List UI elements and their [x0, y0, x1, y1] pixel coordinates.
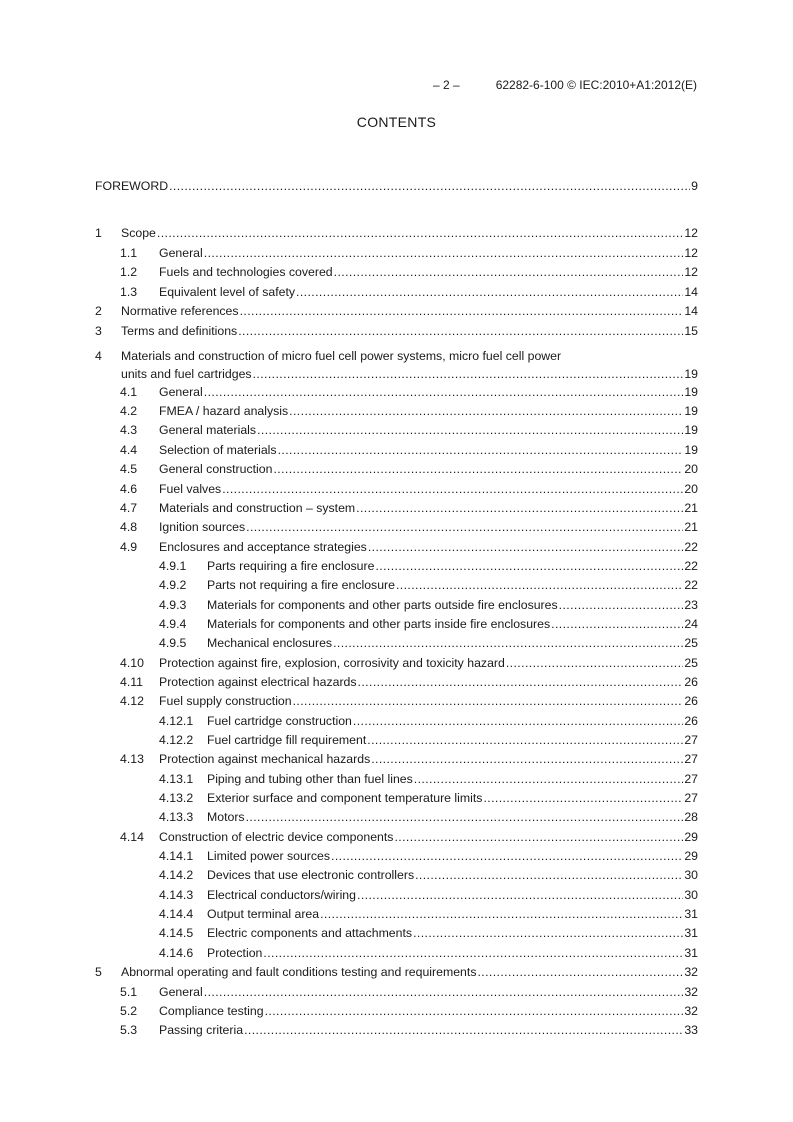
toc-entry-page: 19 — [684, 404, 698, 418]
dot-leader — [413, 924, 683, 942]
document-id: 62282-6-100 © IEC:2010+A1:2012(E) — [495, 78, 697, 92]
toc-entry-title: Fuels and technologies covered — [159, 265, 333, 279]
toc-entry-page: 32 — [684, 985, 698, 999]
toc-entry-number: 4.9.3 — [159, 598, 187, 612]
dot-leader — [157, 224, 683, 242]
toc-entry-line — [207, 808, 698, 826]
toc-entry-title: Piping and tubing other than fuel lines — [207, 772, 413, 786]
toc-entry-page: 21 — [684, 520, 698, 534]
toc-entry[interactable] — [95, 847, 698, 865]
toc-entry-number: 4.5 — [120, 462, 138, 476]
dot-leader — [477, 963, 683, 981]
toc-entry-line — [121, 224, 698, 242]
toc-entry-title: Abnormal operating and fault conditions testing and requirements — [121, 965, 477, 979]
toc-entry-line — [207, 576, 698, 594]
toc-entry-page: 28 — [684, 810, 698, 824]
toc-entry-page: 31 — [684, 946, 698, 960]
toc-entry-page: 26 — [684, 675, 698, 689]
dot-leader — [265, 1002, 684, 1020]
toc-entry[interactable] — [95, 402, 698, 420]
toc-entry[interactable] — [95, 692, 698, 710]
toc-entry[interactable] — [95, 518, 698, 536]
toc-entry-title: Selection of materials — [159, 443, 277, 457]
dot-leader — [257, 421, 683, 439]
toc-entry[interactable] — [95, 654, 698, 672]
toc-entry-line — [159, 283, 698, 301]
dot-leader — [353, 712, 683, 730]
dot-leader — [238, 322, 683, 340]
toc-entry-number: 4.10 — [120, 656, 144, 670]
dot-leader — [204, 244, 684, 262]
toc-entry-title: Fuel supply construction — [159, 694, 292, 708]
toc-entry-line — [207, 731, 698, 749]
toc-entry-title: Parts requiring a fire enclosure — [207, 559, 375, 573]
toc-entry-title: General — [159, 985, 203, 999]
toc-entry-page: 25 — [684, 636, 698, 650]
toc-entry[interactable] — [95, 712, 698, 730]
toc-entry-number: 4.13.3 — [159, 810, 194, 824]
toc-entry-page: 31 — [684, 907, 698, 921]
page-title: CONTENTS — [356, 114, 437, 130]
toc-entry-page: 33 — [684, 1023, 698, 1037]
toc-entry-line — [159, 673, 698, 691]
toc-entry-number: 4.9.4 — [159, 617, 187, 631]
toc-entry-title: Limited power sources — [207, 849, 331, 863]
toc-entry-title: Devices that use electronic controllers — [207, 868, 415, 882]
toc-entry-title: Normative references — [121, 304, 239, 318]
toc-entry-title: Fuel cartridge construction — [207, 714, 352, 728]
toc-entry-line — [207, 847, 698, 865]
toc-entry-title: Fuel valves — [159, 482, 222, 496]
dot-leader — [551, 615, 683, 633]
toc-entry-page: 9 — [691, 179, 698, 193]
toc-entry-title: General construction — [159, 462, 273, 476]
dot-leader — [559, 596, 684, 614]
toc-entry-line — [207, 634, 698, 652]
toc-entry-page: 22 — [684, 578, 698, 592]
dot-leader — [240, 302, 684, 320]
toc-entry-page: 29 — [684, 849, 698, 863]
toc-entry-page: 19 — [684, 443, 698, 457]
dot-leader — [246, 518, 683, 536]
toc-entry[interactable] — [95, 302, 698, 320]
toc-entry-page: 20 — [684, 482, 698, 496]
toc-entry[interactable] — [95, 538, 698, 556]
toc-entry-title: Protection against mechanical hazards — [159, 752, 371, 766]
toc-entry[interactable] — [95, 1002, 698, 1020]
page-header — [433, 78, 697, 92]
toc-entry-line — [159, 402, 698, 420]
toc-entry-title: Materials and construction – system — [159, 501, 356, 515]
toc-entry-title: Protection against electrical hazards — [159, 675, 357, 689]
toc-entry-page: 30 — [684, 888, 698, 902]
toc-entry[interactable] — [95, 283, 698, 301]
toc-entry-page: 25 — [684, 656, 698, 670]
toc-entry-number: 4.13.1 — [159, 772, 194, 786]
toc-entry-page: 21 — [684, 501, 698, 515]
toc-entry[interactable] — [95, 924, 698, 942]
toc-entry-number: 4.12 — [120, 694, 144, 708]
dot-leader — [483, 789, 683, 807]
toc-entry-number: 4.9.1 — [159, 559, 187, 573]
toc-entry-line — [95, 177, 698, 195]
toc-entry-page: 12 — [684, 265, 698, 279]
dot-leader — [356, 499, 683, 517]
toc-entry-line — [159, 263, 698, 281]
toc-entry[interactable] — [95, 886, 698, 904]
toc-entry-page: 22 — [684, 540, 698, 554]
dot-leader — [358, 673, 684, 691]
toc-entry-number: 4.9 — [120, 540, 138, 554]
toc-entry[interactable] — [95, 499, 698, 517]
toc-entry-page: 31 — [684, 926, 698, 940]
toc-entry-title: Scope — [121, 226, 156, 240]
toc-entry-number: 4.9.5 — [159, 636, 187, 650]
toc-entry-line — [159, 480, 698, 498]
dot-leader — [253, 365, 684, 383]
toc-entry[interactable] — [95, 480, 698, 498]
toc-entry-number: 4.8 — [120, 520, 138, 534]
toc-entry[interactable] — [95, 944, 698, 962]
toc-entry-title: Protection — [207, 946, 263, 960]
dot-leader — [371, 750, 683, 768]
toc-entry-number: 4.14.4 — [159, 907, 194, 921]
toc-entry[interactable] — [95, 828, 698, 846]
dot-leader — [222, 480, 683, 498]
toc-entry-number: 5.1 — [120, 985, 138, 999]
toc-entry-title: Ignition sources — [159, 520, 246, 534]
toc-entry[interactable] — [95, 673, 698, 691]
toc-entry-page: 32 — [684, 965, 698, 979]
dot-leader — [331, 847, 683, 865]
toc-entry-title: Materials for components and other parts inside fire enclosures — [207, 617, 551, 631]
toc-entry-title: Output terminal area — [207, 907, 320, 921]
toc-entry-line — [121, 963, 698, 981]
toc-entry-title: Compliance testing — [159, 1004, 264, 1018]
toc-entry-page: 19 — [684, 423, 698, 437]
toc-entry-number: 2 — [95, 304, 102, 318]
toc-entry-number: 4.14.1 — [159, 849, 194, 863]
toc-entry-title: FMEA / hazard analysis — [159, 404, 289, 418]
toc-entry-title: Enclosures and acceptance strategies — [159, 540, 367, 554]
dot-leader — [375, 557, 683, 575]
toc-entry-page: 14 — [684, 285, 698, 299]
toc-entry-page: 15 — [684, 324, 698, 338]
toc-entry-line — [159, 654, 698, 672]
toc-entry-title: General — [159, 246, 203, 260]
toc-entry-title-line1: Materials and construction of micro fuel cell power systems, micro fuel cell power — [121, 349, 562, 363]
dot-leader — [367, 731, 683, 749]
toc-entry-title: FOREWORD — [95, 179, 169, 193]
toc-entry-title: Electrical conductors/wiring — [207, 888, 356, 902]
toc-entry-number: 4.6 — [120, 482, 138, 496]
toc-entry[interactable] — [95, 1021, 698, 1039]
toc-entry-line — [159, 983, 698, 1001]
toc-entry-page: 27 — [684, 733, 698, 747]
toc-entry-page: 29 — [684, 830, 698, 844]
toc-entry[interactable] — [95, 347, 698, 383]
toc-entry-line — [159, 538, 698, 556]
toc-entry[interactable] — [95, 596, 698, 614]
toc-entry-page: 14 — [684, 304, 698, 318]
toc-entry-title: Equivalent level of safety — [159, 285, 296, 299]
toc-entry[interactable] — [95, 421, 698, 439]
toc-entry-number: 4.14.6 — [159, 946, 194, 960]
toc-entry-page: 30 — [684, 868, 698, 882]
toc-entry[interactable] — [95, 460, 698, 478]
dot-leader — [246, 808, 684, 826]
toc-entry-line — [207, 789, 698, 807]
toc-entry-line — [121, 302, 698, 320]
dot-leader — [415, 866, 683, 884]
toc-entry[interactable] — [95, 322, 698, 340]
toc-entry-number: 1 — [95, 226, 102, 240]
toc-entry-number: 4.9.2 — [159, 578, 187, 592]
toc-entry-title: Passing criteria — [159, 1023, 244, 1037]
toc-entry-number: 4.12.1 — [159, 714, 194, 728]
toc-entry-page: 27 — [684, 791, 698, 805]
dot-leader — [244, 1021, 683, 1039]
toc-entry-title: Exterior surface and component temperature limits — [207, 791, 483, 805]
dot-leader — [278, 441, 684, 459]
dot-leader — [394, 828, 683, 846]
dot-leader — [204, 383, 684, 401]
dot-leader — [357, 886, 683, 904]
toc-entry[interactable] — [95, 866, 698, 884]
dot-leader — [273, 460, 683, 478]
toc-entry-number: 4 — [95, 349, 102, 363]
toc-entry-title: Construction of electric device components — [159, 830, 394, 844]
dot-leader — [293, 692, 684, 710]
toc-entry-title: Electric components and attachments — [207, 926, 413, 940]
dot-leader — [320, 905, 683, 923]
toc-entry-line — [121, 365, 698, 383]
toc-entry-line — [207, 557, 698, 575]
toc-entry-line — [207, 905, 698, 923]
toc-entry-number: 4.4 — [120, 443, 138, 457]
toc-entry-line — [159, 1021, 698, 1039]
toc-entry-page: 26 — [684, 694, 698, 708]
toc-entry-line — [207, 712, 698, 730]
dot-leader — [204, 983, 684, 1001]
dot-leader — [396, 576, 683, 594]
toc-entry-line — [159, 421, 698, 439]
toc-entry-page: 19 — [684, 367, 698, 381]
toc-entry-title: Mechanical enclosures — [207, 636, 333, 650]
toc-entry-number: 4.12.2 — [159, 733, 194, 747]
toc-entry[interactable] — [95, 808, 698, 826]
toc-entry-number: 4.14 — [120, 830, 144, 844]
dot-leader — [333, 634, 683, 652]
toc-entry-title: General — [159, 385, 203, 399]
toc-entry-line — [159, 1002, 698, 1020]
toc-entry-page: 27 — [684, 772, 698, 786]
toc-entry-number: 1.2 — [120, 265, 138, 279]
toc-entry[interactable] — [95, 263, 698, 281]
toc-entry[interactable] — [95, 615, 698, 633]
dot-leader — [506, 654, 683, 672]
toc-entry-line — [207, 596, 698, 614]
toc-entry-number: 1.3 — [120, 285, 138, 299]
toc-entry-line — [159, 518, 698, 536]
toc-entry[interactable] — [95, 789, 698, 807]
toc-entry-number: 4.13 — [120, 752, 144, 766]
toc-entry-line — [159, 460, 698, 478]
toc-entry-title: Parts not requiring a fire enclosure — [207, 578, 395, 592]
toc-entry-page: 12 — [684, 226, 698, 240]
toc-entry-line — [207, 866, 698, 884]
toc-entry-number: 5.3 — [120, 1023, 138, 1037]
toc-entry[interactable] — [95, 224, 698, 242]
dot-leader — [289, 402, 683, 420]
toc-entry-line — [159, 692, 698, 710]
toc-entry-line — [159, 499, 698, 517]
toc-entry-title: Materials for components and other parts outside fire enclosures — [207, 598, 558, 612]
dot-leader — [368, 538, 684, 556]
toc-entry-number: 4.7 — [120, 501, 138, 515]
toc-entry-line — [207, 615, 698, 633]
toc-entry-title: Protection against fire, explosion, corrosivity and toxicity hazard — [159, 656, 505, 670]
toc-entry-page: 24 — [684, 617, 698, 631]
dot-leader — [334, 263, 684, 281]
toc-entry-page: 22 — [684, 559, 698, 573]
toc-entry-page: 19 — [684, 385, 698, 399]
toc-entry-number: 4.3 — [120, 423, 138, 437]
toc-entry-number: 4.14.2 — [159, 868, 194, 882]
toc-entry-page: 12 — [684, 246, 698, 260]
toc-entry-page: 23 — [684, 598, 698, 612]
toc-entry[interactable] — [95, 750, 698, 768]
toc-entry[interactable] — [95, 557, 698, 575]
toc-entry[interactable] — [95, 441, 698, 459]
toc-entry-title: General materials — [159, 423, 257, 437]
toc-entry[interactable] — [95, 963, 698, 981]
toc-entry-title: units and fuel cartridges — [121, 367, 252, 381]
toc-entry-line — [207, 944, 698, 962]
dot-leader — [414, 770, 684, 788]
toc-entry-line — [207, 924, 698, 942]
toc-entry-title: Motors — [207, 810, 245, 824]
toc-entry-page: 26 — [684, 714, 698, 728]
toc-entry-page: 27 — [684, 752, 698, 766]
toc-entry-line — [207, 770, 698, 788]
toc-entry-number: 3 — [95, 324, 102, 338]
toc-entry-number: 4.1 — [120, 385, 138, 399]
toc-entry[interactable] — [95, 634, 698, 652]
toc-entry-number: 1.1 — [120, 246, 138, 260]
toc-entry[interactable] — [95, 576, 698, 594]
toc-entry-number: 5.2 — [120, 1004, 138, 1018]
toc-entry-number: 4.11 — [120, 675, 144, 689]
toc-entry-number: 4.13.2 — [159, 791, 194, 805]
toc-entry-number: 4.14.3 — [159, 888, 194, 902]
dot-leader — [263, 944, 683, 962]
toc-entry[interactable] — [95, 905, 698, 923]
toc-entry[interactable] — [95, 770, 698, 788]
toc-entry-line — [159, 244, 698, 262]
toc-entry[interactable] — [95, 983, 698, 1001]
toc-entry-number: 4.2 — [120, 404, 138, 418]
toc-entry[interactable] — [95, 177, 698, 195]
toc-entry-number: 4.14.5 — [159, 926, 194, 940]
toc-entry-page: 32 — [684, 1004, 698, 1018]
toc-entry-title: Fuel cartridge fill requirement — [207, 733, 367, 747]
toc-entry-number: 5 — [95, 965, 102, 979]
toc-entry[interactable] — [95, 731, 698, 749]
toc-entry-line — [159, 750, 698, 768]
toc-entry-line — [159, 383, 698, 401]
toc-entry-line — [207, 886, 698, 904]
toc-entry-title: Terms and definitions — [121, 324, 238, 338]
toc-entry-line — [159, 828, 698, 846]
page-number: – 2 – — [432, 78, 460, 92]
toc-entry-line — [159, 441, 698, 459]
dot-leader — [169, 177, 690, 195]
toc-entry[interactable] — [95, 383, 698, 401]
toc-entry[interactable] — [95, 244, 698, 262]
toc-entry-page: 20 — [684, 462, 698, 476]
dot-leader — [296, 283, 683, 301]
toc-entry-line — [121, 322, 698, 340]
